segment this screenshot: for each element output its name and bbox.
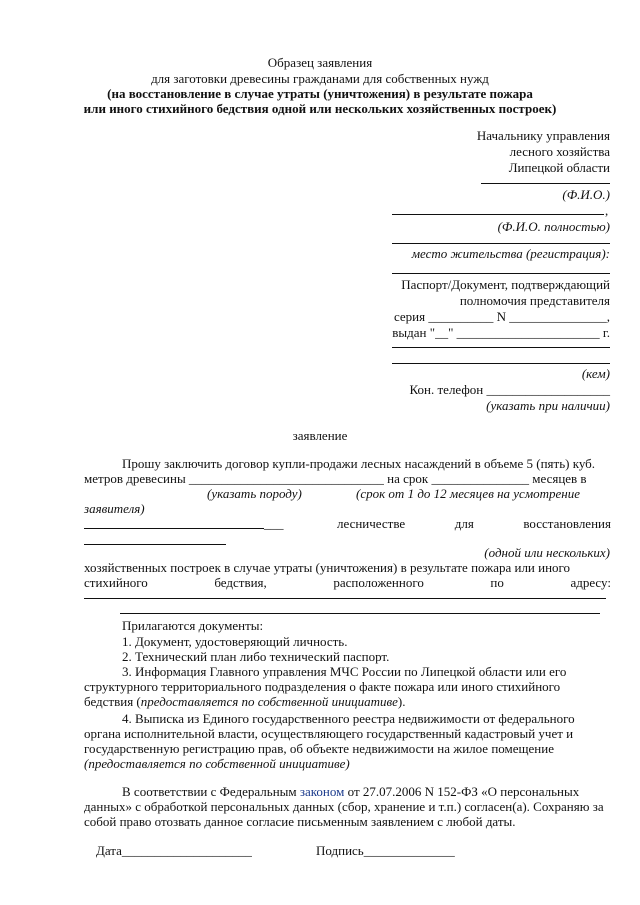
document-type: заявление [292,428,348,443]
head-fio-blank [481,183,610,184]
applicant-fio-blank [392,214,604,215]
passport-line-2: полномочия представителя [459,293,610,308]
attachment-3-line-2: структурного территориального подразделения о факте пожара или иного стихийного [84,679,561,694]
form-title: Образец заявления [267,55,373,70]
contact-phone-hint: (указать при наличии) [486,398,610,413]
buildings-line: хозяйственных построек в случае утраты (уничтожения) в результате пожара или иного [84,560,571,575]
attachment-3-close: ). [397,694,406,709]
contact-phone: Кон. телефон ___________________ [409,382,610,397]
attachment-4-line-1: 4. Выписка из Единого государственного реестра недвижимости от федерального [122,711,575,726]
forestry-word-2: для [454,516,474,531]
issuer-blank-2 [392,363,610,364]
issuer-blank-1 [392,347,610,348]
request-line-2: метров древесины ______________________________ на срок _______________ месяцев в [84,471,587,486]
form-purpose-line-2: или иного стихийного бедствия одной или нескольких хозяйственных построек) [83,101,557,116]
addressee-line-2: лесного хозяйства [509,144,610,159]
residence-hint: место жительства (регистрация): [411,246,610,261]
attachment-3-text: бедствия ( [84,694,141,709]
passport-series: серия __________ N _______________, [393,309,610,324]
applicant-fio-comma: , [605,203,609,218]
addressee-line-1: Начальнику управления [476,128,610,143]
date-field: Дата____________________ [96,843,252,858]
residence-blank-2 [392,273,610,274]
forestry-word-1: лесничестве [337,516,406,531]
applicant-fio-hint: (Ф.И.О. полностью) [497,219,610,234]
disaster-word-5: адресу: [570,575,611,590]
form-purpose-line-1: (на восстановление в случае утраты (уничтожения) в результате пожара [107,86,533,101]
address-blank-1 [84,598,606,599]
consent-line-2: данных» с обработкой персональных данных (сбор, хранение и т.п.) согласен(а). Сохраняю за [84,799,604,814]
attachment-4-note: (предоставляется по собственной инициативе) [84,756,350,771]
form-subtitle: для заготовки древесины гражданами для собственных нужд [151,71,489,86]
attachment-3-note: предоставляется по собственной инициативе [140,694,398,709]
consent-line-3: собой право отозвать данное согласие письменным заявлением с любой даты. [84,814,516,829]
consent-text-start: В соответствии с Федеральным [122,784,300,799]
forestry-line [337,516,611,532]
attachment-1: 1. Документ, удостоверяющий личность. [122,634,348,649]
issuer-hint: (кем) [581,366,610,381]
disaster-line [84,575,611,591]
disaster-word-1: стихийного [84,575,148,590]
forestry-blank-tail: ___ [264,516,284,531]
disaster-word-2: бедствия, [214,575,267,590]
residence-blank [392,243,610,244]
building-count-blank [84,544,226,545]
attachment-3-line-1: 3. Информация Главного управления МЧС России по Липецкой области или его [122,664,567,679]
applicant-discretion-hint: заявителя) [84,501,145,516]
addressee-line-3: Липецкой области [508,160,610,175]
head-fio-hint: (Ф.И.О.) [562,187,610,202]
passport-line-1: Паспорт/Документ, подтверждающий [401,277,610,292]
law-link[interactable]: законом [299,784,345,799]
attachment-4-line-2: органа исполнительной власти, осуществляющего государственный кадастровый учет и [84,726,574,741]
forestry-name-blank [84,528,264,529]
consent-line-1 [122,784,579,800]
disaster-word-4: по [490,575,504,590]
attachments-heading: Прилагаются документы: [122,618,264,633]
consent-text-end: от 27.07.2006 N 152-ФЗ «О персональных [344,784,580,799]
term-hint: (срок от 1 до 12 месяцев на усмотрение [356,486,581,501]
signature-field: Подпись______________ [316,843,455,858]
forestry-word-3: восстановления [523,516,611,531]
species-hint: (указать породу) [207,486,302,501]
building-count-hint: (одной или нескольких) [484,545,610,560]
disaster-word-3: расположенного [333,575,424,590]
address-blank-2 [120,613,600,614]
attachment-4-line-3: государственную регистрацию прав, об объекте недвижимости на жилое помещение [84,741,554,756]
attachment-3-line-3 [84,694,405,710]
passport-issued: выдан "__" ______________________ г. [392,325,610,340]
attachment-2: 2. Технический план либо технический паспорт. [122,649,390,664]
request-line-1: Прошу заключить договор купли-продажи лесных насаждений в объеме 5 (пять) куб. [122,456,596,471]
